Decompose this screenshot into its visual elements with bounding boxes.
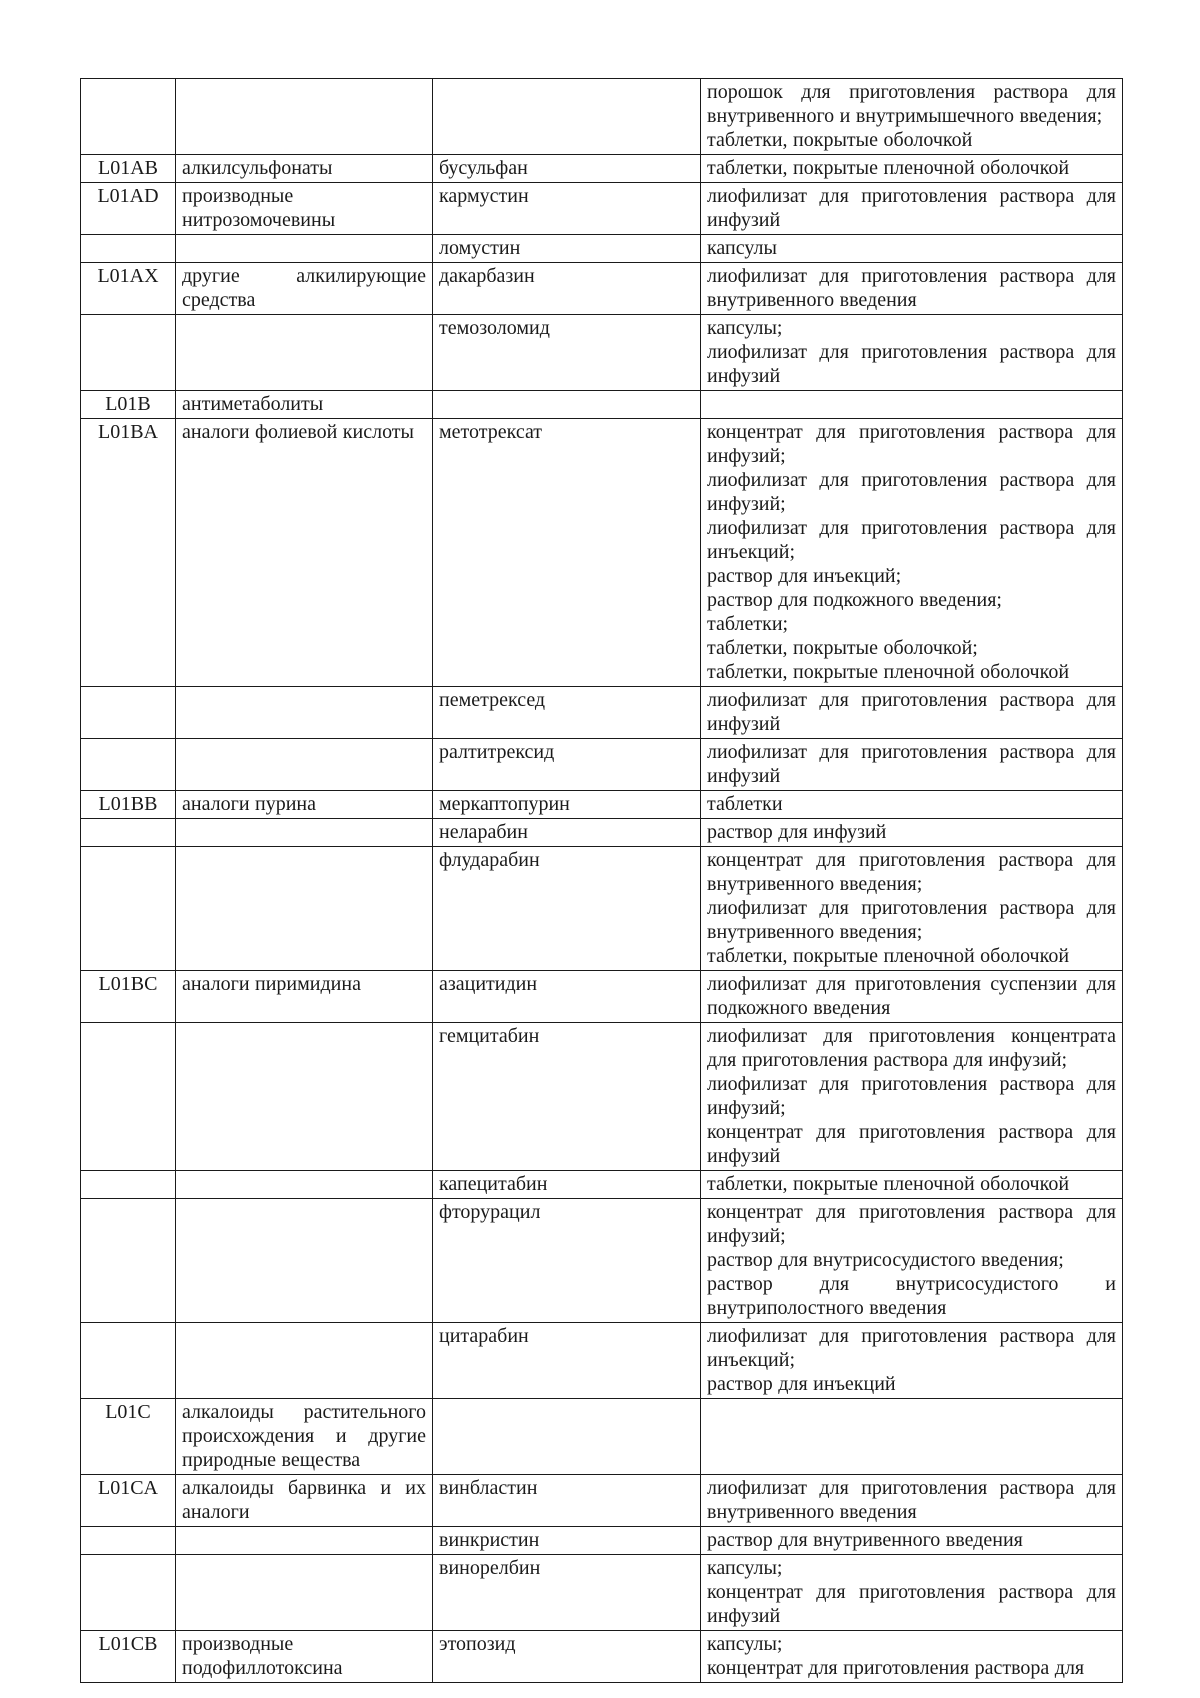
table-row (81, 971, 1123, 1023)
cell-dosage-forms (701, 1399, 1123, 1475)
cell-drug-name: винкристин (433, 1527, 701, 1555)
cell-dosage-forms (701, 1475, 1123, 1527)
dosage-form-entry: порошок для приготовления раствора для внутривенного и внутримышечного введения; (707, 81, 1116, 127)
table-row (81, 1199, 1123, 1323)
dosage-form-entry: таблетки, покрытые пленочной оболочкой (707, 661, 1070, 683)
cell-drug-name: ломустин (433, 235, 701, 263)
table-row (81, 183, 1123, 235)
cell-drug-name: винорелбин (433, 1555, 701, 1631)
cell-atc-code: L01AX (81, 263, 176, 315)
cell-drug-name: флударабин (433, 847, 701, 971)
dosage-form-entry: капсулы (707, 237, 777, 259)
cell-category-name: алкилсульфонаты (176, 155, 433, 183)
cell-atc-code (81, 235, 176, 263)
cell-category-name (176, 235, 433, 263)
cell-category-name: аналоги пиримидина (176, 971, 433, 1023)
cell-atc-code: L01CB (81, 1631, 176, 1683)
cell-dosage-forms (701, 1631, 1123, 1683)
cell-atc-code (81, 739, 176, 791)
table-row (81, 1171, 1123, 1199)
cell-drug-name: метотрексат (433, 419, 701, 687)
cell-atc-code (81, 687, 176, 739)
dosage-form-entry: таблетки, покрытые пленочной оболочкой (707, 945, 1070, 967)
dosage-form-entry: раствор для инъекций; (707, 565, 902, 587)
dosage-form-entry: лиофилизат для приготовления раствора для внутривенного введения; (707, 897, 1116, 943)
cell-atc-code: L01BC (81, 971, 176, 1023)
dosage-form-entry: концентрат для приготовления раствора для (707, 1657, 1085, 1679)
table-row (81, 1399, 1123, 1475)
dosage-form-entry: лиофилизат для приготовления раствора для инфузий; (707, 469, 1116, 515)
cell-category-name: алкалоиды барвинка и их аналоги (176, 1475, 433, 1527)
cell-dosage-forms (701, 739, 1123, 791)
cell-atc-code (81, 1323, 176, 1399)
cell-dosage-forms (701, 1023, 1123, 1171)
cell-drug-name: неларабин (433, 819, 701, 847)
dosage-form-entry: лиофилизат для приготовления раствора для инфузий (707, 741, 1116, 787)
cell-drug-name: ралтитрексид (433, 739, 701, 791)
cell-category-name: другие алкилирующие средства (176, 263, 433, 315)
cell-category-name: аналоги пурина (176, 791, 433, 819)
cell-drug-name: капецитабин (433, 1171, 701, 1199)
cell-atc-code (81, 315, 176, 391)
cell-dosage-forms (701, 183, 1123, 235)
cell-dosage-forms (701, 263, 1123, 315)
dosage-form-entry: лиофилизат для приготовления раствора для инфузий; (707, 1073, 1116, 1119)
cell-category-name (176, 847, 433, 971)
cell-drug-name (433, 1399, 701, 1475)
table-row (81, 687, 1123, 739)
cell-category-name (176, 1171, 433, 1199)
dosage-form-entry: таблетки, покрытые пленочной оболочкой (707, 1173, 1070, 1195)
cell-atc-code (81, 1199, 176, 1323)
dosage-form-entry: лиофилизат для приготовления раствора для инфузий (707, 689, 1116, 735)
cell-category-name: алкалоиды растительного происхождения и другие природные вещества (176, 1399, 433, 1475)
cell-dosage-forms (701, 315, 1123, 391)
cell-atc-code (81, 1171, 176, 1199)
dosage-form-entry: лиофилизат для приготовления концентрата для приготовления раствора для инфузий; (707, 1025, 1116, 1071)
cell-category-name: антиметаболиты (176, 391, 433, 419)
dosage-form-entry: раствор для внутрисосудистого и внутриполостного введения (707, 1273, 1116, 1319)
cell-category-name (176, 687, 433, 739)
dosage-form-entry: капсулы; (707, 317, 783, 339)
cell-drug-name (433, 391, 701, 419)
table-row (81, 235, 1123, 263)
cell-category-name (176, 819, 433, 847)
dosage-form-entry: раствор для инъекций (707, 1373, 896, 1395)
atc-table-body (81, 79, 1123, 1683)
cell-drug-name: меркаптопурин (433, 791, 701, 819)
cell-dosage-forms (701, 971, 1123, 1023)
table-row (81, 847, 1123, 971)
table-row (81, 419, 1123, 687)
cell-dosage-forms (701, 235, 1123, 263)
dosage-form-entry: капсулы; (707, 1633, 783, 1655)
table-row (81, 263, 1123, 315)
dosage-form-entry: раствор для внутрисосудистого введения; (707, 1249, 1064, 1271)
cell-drug-name: дакарбазин (433, 263, 701, 315)
cell-category-name: производные нитрозомочевины (176, 183, 433, 235)
cell-dosage-forms (701, 155, 1123, 183)
cell-atc-code (81, 819, 176, 847)
cell-category-name (176, 79, 433, 155)
cell-dosage-forms (701, 1171, 1123, 1199)
cell-dosage-forms (701, 1555, 1123, 1631)
cell-atc-code: L01C (81, 1399, 176, 1475)
cell-category-name: аналоги фолиевой кислоты (176, 419, 433, 687)
cell-dosage-forms (701, 391, 1123, 419)
dosage-form-entry: лиофилизат для приготовления раствора для инъекций; (707, 517, 1116, 563)
table-row (81, 79, 1123, 155)
cell-drug-name: темозоломид (433, 315, 701, 391)
cell-dosage-forms (701, 1199, 1123, 1323)
cell-atc-code: L01BA (81, 419, 176, 687)
cell-atc-code (81, 1555, 176, 1631)
dosage-form-entry: лиофилизат для приготовления раствора для внутривенного введения (707, 265, 1116, 311)
cell-drug-name: гемцитабин (433, 1023, 701, 1171)
table-row (81, 315, 1123, 391)
dosage-form-entry: лиофилизат для приготовления суспензии для подкожного введения (707, 973, 1116, 1019)
cell-atc-code (81, 1527, 176, 1555)
cell-category-name (176, 1527, 433, 1555)
dosage-form-entry: концентрат для приготовления раствора для инфузий (707, 1581, 1116, 1627)
dosage-form-entry: концентрат для приготовления раствора для внутривенного введения; (707, 849, 1116, 895)
dosage-form-entry: таблетки (707, 793, 783, 815)
cell-drug-name: винбластин (433, 1475, 701, 1527)
cell-category-name (176, 739, 433, 791)
dosage-form-entry: раствор для подкожного введения; (707, 589, 1002, 611)
cell-drug-name (433, 79, 701, 155)
table-row (81, 155, 1123, 183)
cell-atc-code: L01AD (81, 183, 176, 235)
dosage-form-entry: концентрат для приготовления раствора для инфузий; (707, 1201, 1116, 1247)
dosage-form-entry: концентрат для приготовления раствора для инфузий (707, 1121, 1116, 1167)
cell-atc-code: L01CA (81, 1475, 176, 1527)
cell-drug-name: цитарабин (433, 1323, 701, 1399)
table-row (81, 1475, 1123, 1527)
cell-drug-name: кармустин (433, 183, 701, 235)
cell-dosage-forms (701, 1323, 1123, 1399)
cell-drug-name: бусульфан (433, 155, 701, 183)
dosage-form-entry: раствор для инфузий (707, 821, 887, 843)
cell-dosage-forms (701, 791, 1123, 819)
cell-category-name (176, 1555, 433, 1631)
dosage-form-entry: таблетки; (707, 613, 789, 635)
table-row (81, 819, 1123, 847)
cell-dosage-forms (701, 79, 1123, 155)
dosage-form-entry: раствор для внутривенного введения (707, 1529, 1023, 1551)
table-row (81, 1023, 1123, 1171)
cell-drug-name: этопозид (433, 1631, 701, 1683)
cell-dosage-forms (701, 847, 1123, 971)
cell-category-name (176, 315, 433, 391)
dosage-form-entry: таблетки, покрытые оболочкой; (707, 637, 978, 659)
table-row (81, 1555, 1123, 1631)
table-row (81, 1527, 1123, 1555)
cell-drug-name: фторурацил (433, 1199, 701, 1323)
cell-category-name (176, 1023, 433, 1171)
cell-atc-code: L01BB (81, 791, 176, 819)
cell-atc-code: L01B (81, 391, 176, 419)
table-row (81, 1631, 1123, 1683)
cell-category-name (176, 1199, 433, 1323)
cell-atc-code (81, 847, 176, 971)
dosage-form-entry: таблетки, покрытые оболочкой (707, 129, 973, 151)
dosage-form-entry: лиофилизат для приготовления раствора для инфузий (707, 185, 1116, 231)
table-row (81, 739, 1123, 791)
cell-atc-code (81, 79, 176, 155)
dosage-form-entry: таблетки, покрытые пленочной оболочкой (707, 157, 1070, 179)
dosage-form-entry: лиофилизат для приготовления раствора для инъекций; (707, 1325, 1116, 1371)
cell-atc-code: L01AB (81, 155, 176, 183)
dosage-form-entry: лиофилизат для приготовления раствора для инфузий (707, 341, 1116, 387)
dosage-form-entry: капсулы; (707, 1557, 783, 1579)
cell-atc-code (81, 1023, 176, 1171)
cell-drug-name: пеметрексед (433, 687, 701, 739)
cell-category-name (176, 1323, 433, 1399)
cell-dosage-forms (701, 1527, 1123, 1555)
dosage-form-entry: концентрат для приготовления раствора для инфузий; (707, 421, 1116, 467)
table-row (81, 791, 1123, 819)
atc-classification-table (80, 78, 1123, 1683)
cell-dosage-forms (701, 687, 1123, 739)
cell-dosage-forms (701, 819, 1123, 847)
cell-drug-name: азацитидин (433, 971, 701, 1023)
cell-dosage-forms (701, 419, 1123, 687)
table-row (81, 391, 1123, 419)
cell-category-name: производные подофиллотоксина (176, 1631, 433, 1683)
table-row (81, 1323, 1123, 1399)
dosage-form-entry: лиофилизат для приготовления раствора для внутривенного введения (707, 1477, 1116, 1523)
